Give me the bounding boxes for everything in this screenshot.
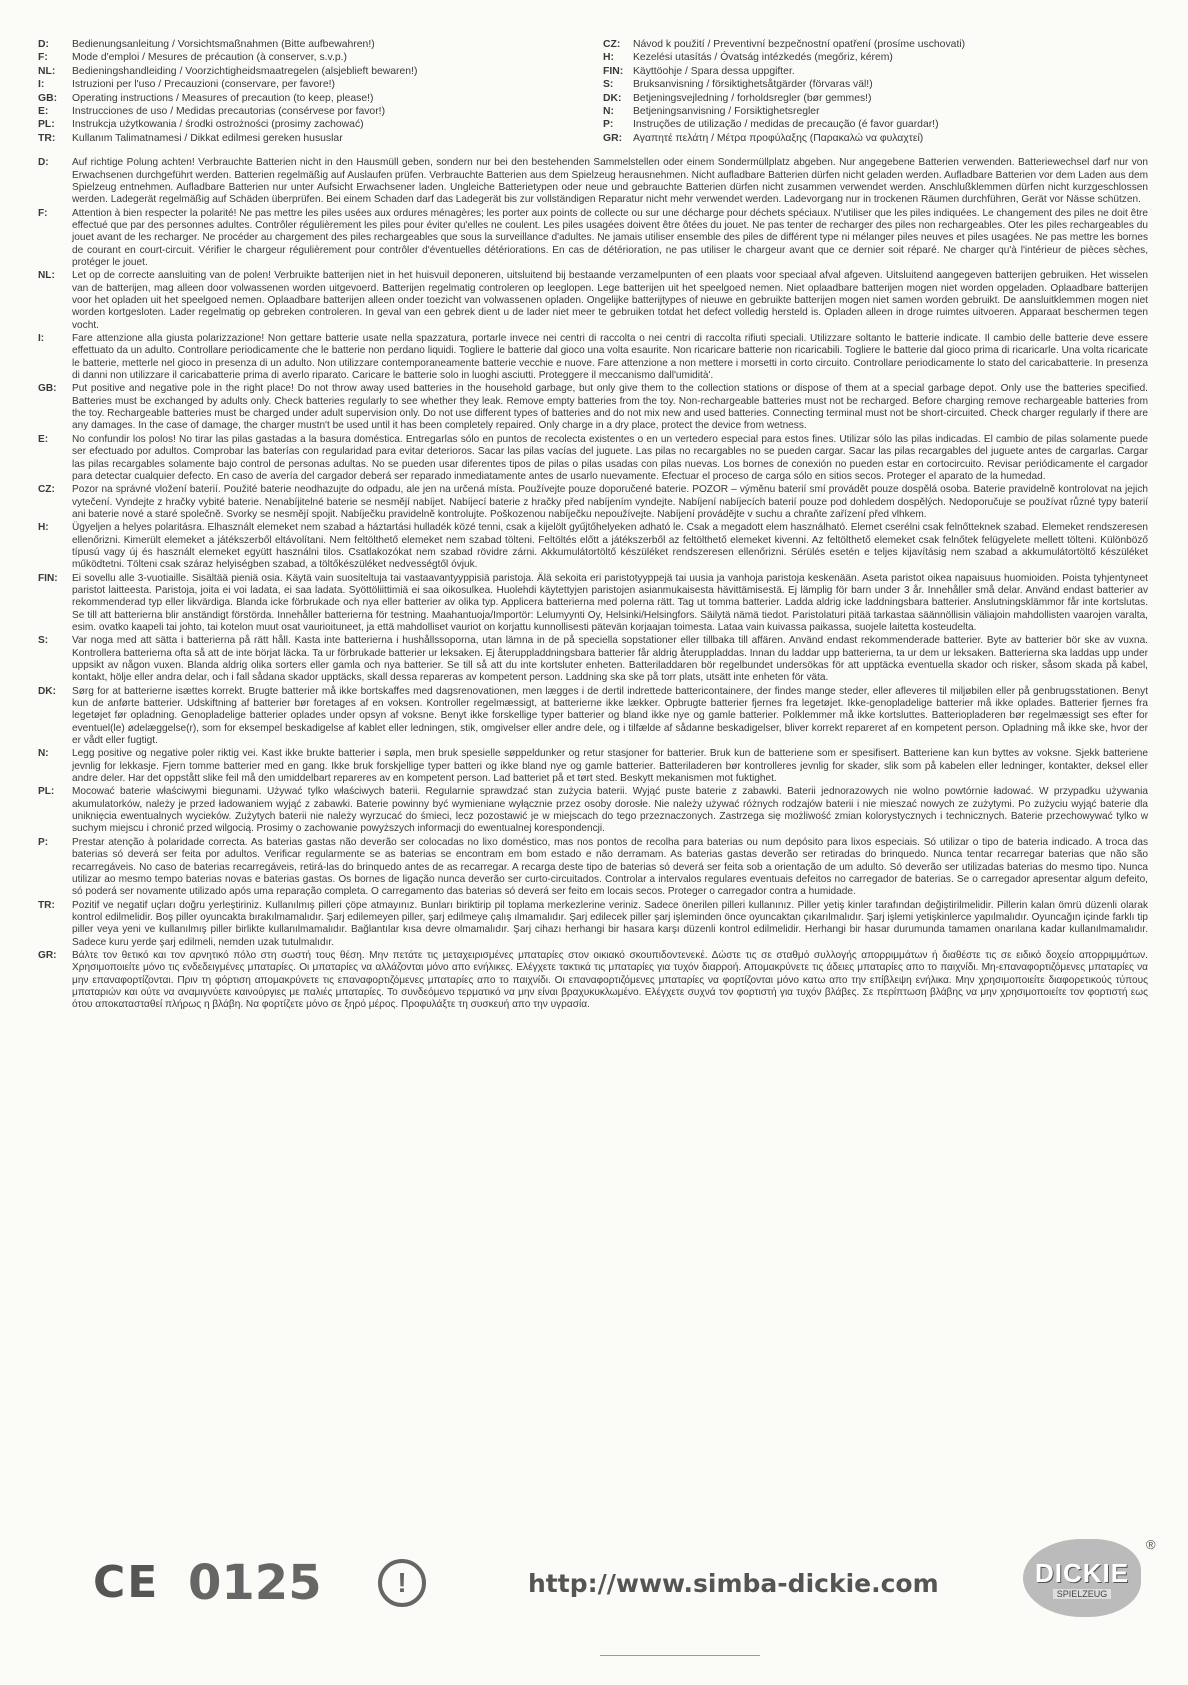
footer (38, 1537, 1156, 1625)
language-section (38, 635, 1148, 684)
section-language-code: I: (38, 333, 45, 345)
header-language-row (603, 132, 1148, 145)
language-code: TR: (38, 132, 56, 144)
section-body-text: Mocować baterie właściwymi biegunami. Używać tylko właściwych baterii. Regularnie sprawdzać stan zużycia baterii. Wyjąć puste baterie z zabawki. Baterii jednorazowych nie wolno powtórnie ładować. W przypadku używania akumulatorków, należy je przed ładowaniem wyjąć z zabawki. Baterie powinny być wymieniane wyłącznie przez osoby dorosłe. Nie należy używać różnych rodzajów baterii i nie mieszać nowych ze zużytymi. Po zużyciu wyjąć baterie dla uniknięcia ewentualnych wycieków. Zużytych baterii nie należy wyrzucać do śmieci, lecz pozostawić je w miejscach do tego przeznaczonych. Zastrzega się możliwość zmian kolorystycznych i technicznych. Baterie przechowywać tylko w suchym miejscu i chronić przed wilgocią. Prosimy o zachowanie powyższych informacji do ewentualnej korespondencji. (72, 786, 1148, 835)
section-language-code: N: (38, 748, 49, 760)
section-body-text: Pozitif ve negatif uçları doğru yerleştiriniz. Kullanılmış pilleri çöpe atmayınız. Bunları biriktirip pil toplama merkezlerine veriniz. Sadece önerilen pilleri kullanınız. Piller yetiş kinler tarafından değiştirilmelidir. Pillerin kalan ömrü düzenli olarak kontrol edilmelidir. Boş piller oyuncakta bırakılmamalıdır. Şarj edilemeyen piller, şarj edilmeye çalış ılmamalıdır. Şarj edilecek piller şarj işleminden önce oyuncaktan çıkarılmalıdır. Şarj işlemi yetişkinlerce yapılmalıdır. Oyuncağın içinde farklı tip piller veya yeni ve kullanılmış piller birlikte kullanılmamalıdır. Bağlantılar kısa devre olmamalıdır. Şarj cihazı herhangi bir hasara karşı düzenli kontrol edilmelidir. Herhangi bir hasar durumunda tamamen onarılana kadar kullanılmamalıdır. Sadece kuru yerde şarj edilmeli, nemden uzak tutulmalıdır. (72, 899, 1148, 948)
section-body-text: Pozor na správné vložení baterií. Použité baterie neodhazujte do odpadu, ale jen na určená místa. Používejte pouze doporučené baterie. POZOR – výměnu baterií smí provádět pouze dospělá osoba. Baterie pravidelně kontrolovat na jejich vytečení. Vyndejte z hračky vybité baterie. Nenabíjitelné baterie se nesmějí nabíjet. Nabíjecí baterie z hračky před nabíjením vyndejte. Nabíjení nabíjecích baterií pouze pod dohledem dospělých. Nedoporučuje se používat různé typy baterií ani baterie nové a staré společně. Svorky se nesmějí spojit. Nabíječku pravidelně kontrolujte. Poškozenou nabíječku nepoužívejte. Nabíjení provádějte v suchu a chraňte zařízení před vlhkem. (72, 484, 1148, 520)
header-title-text: Instrukcja użytkowania / środki ostrożności (prosimy zachować) (72, 119, 364, 131)
header-title-text: Betjeningsvejledning / forholdsregler (bør gemmes!) (633, 92, 872, 104)
language-code: NL: (38, 65, 56, 77)
header-language-row (603, 92, 1148, 105)
language-code: F: (38, 52, 48, 64)
language-section (38, 786, 1148, 835)
section-language-code: FIN: (38, 572, 58, 584)
header-language-row (38, 38, 583, 51)
instruction-sheet (38, 38, 1148, 1013)
header-language-row (603, 38, 1148, 51)
header-language-row (603, 78, 1148, 91)
language-section (38, 686, 1148, 748)
language-section (38, 270, 1148, 332)
section-body-text: Var noga med att sätta i batterierna på rätt håll. Kasta inte batterierna i hushållssoporna, utan lämna in de på speciella sopstationer eller tillbaka till affären. Använd endast rekommenderade batterier. Byte av batterier bör ske av vuxna. Kontrollera batterierna ofta så att de inte börjat läcka. Ta ur förbrukade batterier ur leksaken. Ej återuppladdningsbara batterier får aldrig återuppladdas. Innan du laddar upp batterierna, ta ur dem ur leksaken. Batterierna ska laddas upp under uppsikt av någon vuxen. Blanda aldrig olika sorters eller gamla och nya batterier. Se till så att du inte kortsluter enheten. Batteriladdaren bör regelbundet undersökas för att upptäcka eventuella skador och risker, såsom skada på kabel, kontakt, hölje eller andra delar, och i fall sådana skador upptäcks, skall dessa repareras av kompetent person. Laddning ska ske på torr plats, utsätt inte enheten för väta. (72, 635, 1148, 684)
header-title-text: Kullanım Talimatnamesi / Dikkat edilmesi gereken hususlar (72, 132, 343, 144)
language-code: N: (603, 106, 614, 118)
section-body-text: Auf richtige Polung achten! Verbrauchte Batterien nicht in den Hausmüll geben, sondern nur bei den bestehenden Sammelstellen oder einem Sondermüllplatz abgeben. Nur angegebene Batterien verwenden. Batteriewechsel darf nur von Erwachsenen durchgeführt werden. Batterien regelmäßig auf Auslaufen prüfen. Verbrauchte Batterien aus dem Spielzeug herausnehmen. Nicht aufladbare Batterien dürfen nicht geladen werden. Aufladbare Batterien vor dem Laden aus dem Spielzeug entnehmen. Aufladbare Batterien nur unter Aufsicht Erwachsener laden. Ungleiche Batterietypen oder neue und gebrauchte Batterien dürfen nicht zusammen verwendet werden. Anschlußklemmen dürfen nicht kurzgeschlossen werden. Ladegerät regelmäßig auf Schäden überprüfen. Bei einem Schaden darf das Ladegerät bis zur vollständigen Reparatur nicht mehr verwendet werden. Ladevorgang nur in trockenen Räumen durchführen, Gerät vor Nässe schützen. (72, 157, 1148, 206)
header-language-row (603, 51, 1148, 64)
section-language-code: D: (38, 157, 49, 169)
language-code: H: (603, 52, 614, 64)
language-section (38, 383, 1148, 432)
section-body-text: Legg positive og negative poler riktig vei. Kast ikke brukte batterier i søpla, men bruk spesielle søppeldunker og retur stasjoner for batterier. Bruk kun de batteriene som er spesifisert. Batteriene kan kun byttes av voksne. Sjekk batteriene jevnlig for lekkasje. Fjern tomme batterier med en gang. Ikke bruk forskjellige typer batteri og ikke bland nye og gamle batterier. Batteriladeren bør kontrolleres jevnlig for skader, slik som på kabelen eller ledninger, kontakter, deksel eller andre deler. Har det oppstått slike feil må den umiddelbart repareres av en kompetent person. Lad batteriet på et tørt sted. Beskytt mekanismen mot fuktighet. (72, 748, 1148, 785)
header-title-text: Instruções de utilização / medidas de precaução (é favor guardar!) (633, 119, 939, 131)
language-section (38, 157, 1148, 206)
section-body-text: Βάλτε τον θετικό και τον αρνητικό πόλο στη σωστή τους θέση. Μην πετάτε τις μεταχειρισμένες μπαταρίες στον οικιακό σκουπιδοντενεκέ. Δώστε τις σε σταθμό συλλογής απορριμμάτων ή διαθέστε τις σε ειδικό δοχείο απορριμμάτων. Χρησιμοποιείτε μόνο τις ενδεδειγμένες μπαταρίες. Οι μπαταρίες να αλλάζονται μόνο απο ενήλικες. Ελέγχετε τακτικά τις μπαταρίες για τυχόν διαρροή. Απομακρύνετε τις άδειες μπαταρίες απο το παιχνίδι. Μη-επαναφορτιζόμενες μπαταρίες να μην επαναφορτίζονται. Πριν τη φόρτιση απομακρύνετε τις επαναφορτιζόμενες μπαταρίες απο το παιχνίδι. Οι επαναφορτιζόμενες μπαταρίες να φορτίζονται μόνο κατω απο την επίβλεψη ενήλικα. Μην χρησιμοποιείτε διαφορετικούς τύπους μπαταριών και ούτε να αναμιγνύετε καινούργιες με παλιές μπαταρίες. Το συνδεόμενο τερματικό να μην είναι βραχυκυκλωμένο. Ελέγχετε συχνά τον φορτιστή για τυχόν βλάβες. Σε περίπτωση βλάβης να μην χρησιμοποιείτε τον φορτιστή εως ότου αποκατασταθεί πλήρως η βλάβη. Να φορτίζετε μόνο σε ξηρό μέρος. Προφυλάξτε τη συσκευή απο την υγρασία. (72, 949, 1148, 1011)
header-title-text: Operating instructions / Measures of precaution (to keep, please!) (72, 92, 374, 104)
header-language-row (603, 118, 1148, 131)
section-body-text: Attention à bien respecter la polarité! Ne pas mettre les piles usées aux ordures ménagères; les porter aux points de collecte ou sur une décharge pour déchets spéciaux. N'utiliser que les piles indiquées. Le changement des piles ne doit être effectué que par des personnes adultes. Contrôler régulièrement les piles pour éviter qu'elles ne coulent. Les piles usagées doivent être ôtées du jouet. Ne pas tenter de recharger des piles non rechargeables. Oter les piles rechargeables du jouet avant de les recharger. Ne procéder au chargement des piles rechargeables que sous la surveillance d'adultes. Ne jamais utiliser ensemble des piles de différent type ni mélanger piles neuves et piles usagées. Ne pas mettre les bornes de courant en court-circuit. Vérifier le chargeur régulièrement pour contrôler d'éventuelles détériorations. En cas de détérioration, ne pas utiliser le chargeur avant que ce dernier soit réparé. Ne charger qu'à l'intérieur de pièces sèches, protéger le jouet. (72, 207, 1148, 268)
section-body-text: Fare attenzione alla giusta polarizzazione! Non gettare batterie usate nella spazzatura, portarle invece nei centri di raccolta o nei centri di raccolta rifiuti speciali. Utilizzare soltanto le batterie indicate. Il cambio delle batterie deve essere effettuato da un adulto. Controllare periodicamente che le batterie non perdano liquidi. Togliere le batterie dal gioco una volta esaurite. Non ricaricare batterie non ricaricabili. Togliere le batterie dal gioco prima di ricaricarle. Una volta ricaricate le batterie, metterle nel gioco in presenza di un adulto. Non utilizzare contemporaneamente batterie vecchie e nuove. Fare attenzione a non mettere i morsetti in corto circuito. Controllare periodicamente lo stato del caricabatterie. In presenza di danni non utilizzare il caricabatterie prima di averlo riparato. Caricare le batterie solo in luoghi asciutti. Proteggere il meccanismo dall'umidità'. (72, 333, 1148, 382)
language-section (38, 484, 1148, 521)
section-language-code: E: (38, 433, 49, 445)
section-body-text: Let op de correcte aansluiting van de polen! Verbruikte batterijen niet in het huisvuil deponeren, uitsluitend bij bestaande verzamelpunten of een plaats voor speciaal afval afgeven. Uitsluitend aangegeven batterijen gebruiken. Het wisselen van de batterijen, mag alleen door volwassenen worden uitgevoerd. Batterijen regelmatig controleren op leeglopen. Lege batterijen uit het speelgoed nemen. Niet oplaadbare batterijen mogen niet worden opgeladen. Oplaadbare batterijen voor het opladen uit het speelgoed nemen. Oplaadbare batterijen alleen onder toezicht van volwassenen opladen. Ongelijke batterijtypes of nieuwe en gebruikte batterijen mogen niet samen worden gebruikt. De aansluitklemmen mogen niet worden kortgesloten. Lader regelmatig op gebreken controleren. In geval van een gebrek dient u de lader niet meer te gebruiken totdat het defect volledig hersteld is. Opladen alleen in droge ruimtes uitvoeren. Apparaat beschermen tegen vocht. (72, 270, 1148, 331)
website-url[interactable]: http://www.simba-dickie.com (528, 1569, 939, 1598)
section-body-text: No confundir los polos! No tirar las pilas gastadas a la basura doméstica. Entregarlas sólo en puntos de recolecta existentes o en un vertedero especial para estos fines. Utilizar sólo las pilas indicadas. El cambio de pilas solamente puede ser efectuado por adultos. Comprobar las baterías con regularidad para evitar deterioros. Sacar las pilas vacías del juguete. Las pilas no recargables no se pueden cargar. Sacar las pilas recargables del juguete antes de cargarlas. Cargar las pilas recargables solamente bajo control de personas adultas. No se pueden usar diferentes tipos de pilas o pilas usadas con pilas nuevas. Los bornes de conexión no pueden estar en cortocircuito. Revisar periódicamente el cargador para detectar cualquier defecto. En caso de avería del cargador deberá ser reparado inmediatamente antes de usarlo nuevamente. Efectuar el proceso de carga sólo en sitios secos. Proteger el aparato de la humedad. (72, 433, 1148, 482)
section-body-text: Put positive and negative pole in the right place! Do not throw away used batteries in the household garbage, but only give them to the collection stations or dispose of them at a special garbage depot. Only use the batteries specified. Batteries must be exchanged by adults only. Check batteries regularly to see whether they leak. Remove empty batteries from the toy. Non-rechargeable batteries must not be recharged. Before charging remove rechargeable batteries from the toy. Rechargeable batteries must be charged under adult supervision only. Do not use different types of batteries and do not mix new and used batteries. Connecting terminal must not be short-circuited. Check charger regularly if there are any damages. In the case of damage, the charger mustn't be used until it has been completely repaired. Only charge in a dry place, protect the device from wetness. (72, 383, 1148, 432)
header-title-text: Bedienungsanleitung / Vorsichtsmaßnahmen (Bitte aufbewahren!) (72, 39, 375, 50)
language-code: CZ: (603, 39, 621, 50)
safety-sections (38, 157, 1148, 1011)
language-section (38, 333, 1148, 382)
language-header (38, 38, 1148, 145)
language-code: I: (38, 79, 45, 91)
registered-mark: ® (1146, 1537, 1156, 1552)
header-language-row (38, 65, 583, 78)
header-title-text: Instrucciones de uso / Medidas precautorias (consérvese por favor!) (72, 106, 386, 118)
language-section (38, 837, 1148, 899)
header-language-row (38, 78, 583, 91)
section-language-code: PL: (38, 786, 55, 798)
header-title-text: Käyttöohje / Spara dessa uppgifter. (633, 65, 795, 77)
section-language-code: NL: (38, 270, 55, 282)
bottom-rule (600, 1655, 760, 1656)
language-section (38, 573, 1148, 635)
header-right-column (603, 38, 1148, 145)
dickie-logo (1023, 1539, 1141, 1617)
language-section (38, 900, 1148, 949)
header-title-text: Bedieningshandleiding / Voorzichtigheidsmaatregelen (alsjeblieft bewaren!) (72, 65, 418, 77)
ce-mark: CE (93, 1557, 160, 1608)
logo-text: DICKIE (1034, 1557, 1130, 1588)
header-title-text: Kezelési utasítás / Óvatság intézkedés (megőriz, kérem) (633, 52, 893, 64)
section-language-code: CZ: (38, 484, 55, 496)
section-language-code: TR: (38, 899, 55, 911)
language-code: E: (38, 106, 49, 118)
language-code: FIN: (603, 65, 624, 77)
language-code: PL: (38, 119, 55, 131)
section-language-code: P: (38, 836, 49, 848)
language-section (38, 434, 1148, 483)
language-code: DK: (603, 92, 622, 104)
header-title-text: Betjeningsanvisning / Forsiktighetsregler (633, 106, 820, 118)
section-body-text: Prestar atenção à polaridade correcta. As baterias gastas não deverão ser colocadas no lixo doméstico, mas nos pontos de recolha para baterias ou num depósito para lixos especiais. Só utilizar o tipo de bateria indicado. A troca das baterias só deverá ser feita por adultos. Verificar regularmente se as baterias se encontram em bom estado e não derramam. As baterias gastas deverão ser retiradas do brinquedo. Nunca tentar recarregar baterias que não são recarregáveis. No caso de baterias recarregáveis, retirá-las do brinquedo antes de as recarregar. A recarga deste tipo de baterias só deverá ser feita sob a orientação de um adulto. Só deverão ser utilizadas baterias do mesmo tipo. Nunca utilizar ao mesmo tempo baterias novas e baterias gastas. Os bornes de ligação nunca deverão ser curto-circuitados. Controlar a intervalos regulares eventuais defeitos no carregador de baterias. Se o carregador apresentar algum defeito, só poderá ser novamente utilizado após uma reparação completa. O carregamento das baterias só deverá ser feito em locais secos. Proteger o carregador contra a humidade. (72, 836, 1148, 898)
header-title-text: Mode d'emploi / Mesures de précaution (à conserver, s.v.p.) (72, 52, 347, 64)
header-title-text: Bruksanvisning / försiktighetsåtgärder (förvaras väl!) (633, 79, 873, 91)
section-language-code: H: (38, 522, 49, 534)
language-section (38, 748, 1148, 785)
header-left-column (38, 38, 583, 145)
section-body-text: Ügyeljen a helyes polaritásra. Elhasznált elemeket nem szabad a háztartási hulladék közé tenni, csak a kijelölt gyűjtőhelyeken adható le. Csak a megadott elem használható. Elemet cserélni csak felnőtteknek szabad. Elemeket rendszeresen ellenőrizni. Kimerült elemeket a játékszerből eltávolítani. Nem feltölthető elemeket nem szabad tölteni. Feltöltés előtt a játékszerből az feltölthető elemeket kivenni. Az feltölthető elemeket csak felnőtek felügyelete mellett tölteni. Különböző típusú vagy új és használt elemeket együtt használni tilos. Csatlakozókat nem szabad rövidre zárni. Akkumulátortöltő készüléket rendszeresen ellenőrizni. Sérülés esetén e teljes kijavításig nem szabad a akkumulátortöltő készüléket működtetni. Tölteni csak száraz helyiségben szabad, a töltőkészüléket nedvességtől óvjuk. (72, 522, 1148, 571)
language-code: S: (603, 79, 614, 91)
language-code: GB: (38, 92, 58, 104)
section-language-code: GB: (38, 383, 57, 395)
section-language-code: S: (38, 635, 49, 647)
header-language-row (38, 105, 583, 118)
header-title-text: Návod k použití / Preventivní bezpečnostní opatření (prosíme uschovati) (633, 39, 966, 50)
language-section (38, 208, 1148, 270)
section-language-code: F: (38, 207, 48, 219)
language-section (38, 950, 1148, 1012)
notified-body-number: 0125 (188, 1555, 322, 1611)
header-language-row (38, 118, 583, 131)
logo-subtext: SPIELZEUG (1053, 1589, 1112, 1599)
header-language-row (38, 92, 583, 105)
header-title-text: Istruzioni per l'uso / Precauzioni (conservare, per favore!) (72, 79, 336, 91)
header-language-row (603, 65, 1148, 78)
language-section (38, 522, 1148, 571)
header-language-row (38, 132, 583, 145)
language-code: GR: (603, 132, 623, 144)
language-code: P: (603, 119, 614, 131)
section-body-text: Ei sovellu alle 3-vuotiaille. Sisältää pieniä osia. Käytä vain suositeltuja tai vastaavantyyppisiä paristoja. Älä sekoita eri paristotyyppejä tai uusia ja vanhoja paristoja keskenään. Aseta paristot oikea napaisuus huomioiden. Poista tyhjentyneet paristot laitteesta. Paristoja, joita ei voi ladata, ei saa ladata. Syöttöliittimiä ei saa oikosulkea. Huolehdi käytettyjen paristojen asianmukaisesta hävittämisestä. Ej lämplig för barn under 3 år. Innehåller små delar. Använd endast batterier av rekommenderad typ eller likvärdiga. Blanda icke förbrukade och nya eller batterier av olika typ. Applicera batterierna med polerna rätt. Tag ut tomma batterier. Ladda aldrig icke laddningsbara batterier. Anslutningsklämmor får inte kortslutas. Se till att batterierna blir anständigt förstörda. Innehåller batterierna för testning. Maahantuoja/Importör: Lelumyynti Oy, Helsinki/Helsingfors. Säilytä nämä tiedot. Paristolaturi pitää tarkastaa säännöllisin väliajoin mahdollisten vaarojen varalta, esim. ovatko kaapeli tai johto, tai kotelon muut osat vaurioituneet, ja että mahdolliset vauriot on korjattu kunnollisesti pätevän korjaajan toimesta. Lataa vain kuivassa paikassa, suojele laitetta kosteudelta. (72, 572, 1148, 633)
header-title-text: Αγαπητέ πελάτη / Μέτρα προφύλαξης (Παρακαλώ να φυλαχτεί) (633, 132, 924, 144)
warning-icon: ! (378, 1559, 426, 1607)
header-language-row (603, 105, 1148, 118)
section-language-code: DK: (38, 685, 56, 697)
section-language-code: GR: (38, 949, 57, 961)
section-body-text: Sørg for at batterierne isættes korrekt. Brugte batterier må ikke bortskaffes med dagsrenovationen, men lægges i de dertil indrettede battericontainere, der findes mange steder, eller afleveres til miljøbilen eller på genbrugsstationen. Benyt kun de anførte batterier. Udskiftning af batterier bør foretages af en voksen. Kontroller regelmæssigt, at batterierne ikke lækker. Opbrugte batterier fjernes fra legetøjet. Ikke-genopladelige batterier må ikke oplades. Batterier fjernes fra legetøjet før opladning. Genopladelige batterier oplades under opsyn af voksne. Benyt ikke forskellige typer batterier og bland ikke nye og gamle batterier. Polklemmer må ikke kortsluttes. Batteriopladeren bør regelmæssigt ses efter for eventuel(le) ødelæggelse(r), som for eksempel beskadigelse af kablet eller ledningen, stik, omgivelser eller andre dele, og i tilfælde af sådanne beskadigelser, bliver korrekt repareret af en kompetent person. Opladning må ikke ske, hvor der er vådt eller fugtigt. (72, 685, 1148, 747)
header-language-row (38, 51, 583, 64)
language-code: D: (38, 39, 49, 50)
